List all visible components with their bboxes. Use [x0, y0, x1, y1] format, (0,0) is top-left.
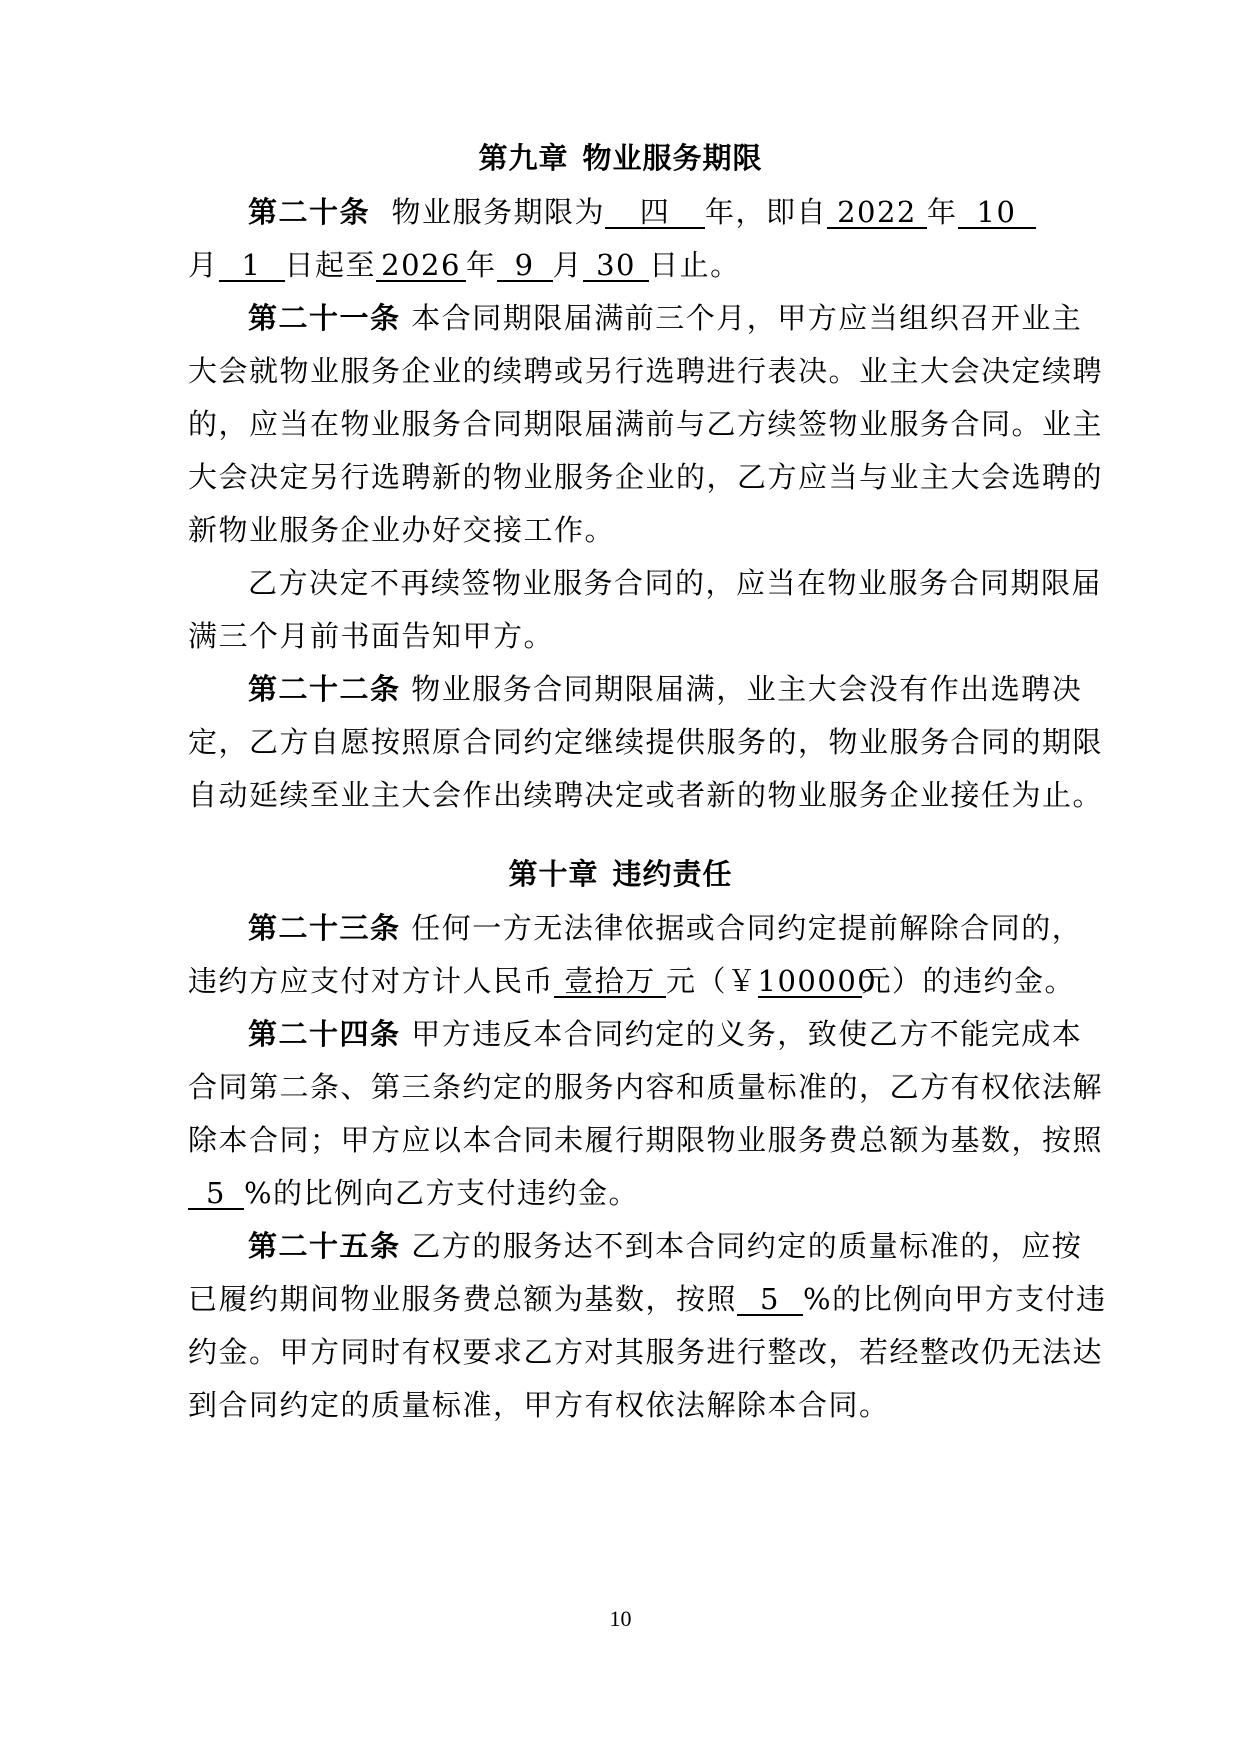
- chapter-9-subtitle: 物业服务期限: [582, 141, 763, 175]
- article-22-line-1: [248, 667, 1083, 708]
- article-21-line-2: 大会就物业服务企业的续聘或另行选聘进行表决。业主大会决定续聘: [188, 354, 1104, 388]
- article-21-text: 本合同期限届满前三个月，甲方应当组织召开业主: [411, 301, 1083, 335]
- article-20-line-1: [248, 190, 1060, 231]
- start-day-field: 1: [219, 250, 285, 282]
- article-24-line-1: [248, 1012, 1083, 1053]
- article-21-para-2-line-2: 满三个月前书面告知甲方。: [188, 619, 555, 653]
- article-20-text: 日起至: [284, 248, 377, 282]
- term-years-field: 四: [605, 197, 705, 229]
- article-23-text: 元（￥: [666, 964, 758, 998]
- article-20-label: 第二十条: [248, 195, 371, 229]
- party-a-penalty-percent-field: 5: [188, 1178, 244, 1210]
- article-23-line-1: [248, 906, 1083, 947]
- article-22-line-3: 自动延续至业主大会作出续聘决定或者新的物业服务企业接任为止。: [188, 778, 1104, 812]
- article-20-text: 物业服务期限为: [391, 195, 605, 229]
- article-23-text: 违约方应支付对方计人民币: [188, 964, 555, 998]
- article-24-line-3: 除本合同；甲方应以本合同未履行期限物业服务费总额为基数，按照: [188, 1123, 1104, 1157]
- article-24-label: 第二十四条: [248, 1017, 401, 1051]
- article-21-line-1: [248, 296, 1083, 337]
- article-23-text: 任何一方无法律依据或合同约定提前解除合同的，: [411, 911, 1083, 945]
- article-25-text: %的比例向甲方支付违: [803, 1282, 1107, 1316]
- article-21-line-3: 的，应当在物业服务合同期限届满前与乙方续签物业服务合同。业主: [188, 407, 1104, 441]
- article-23-line-2: [188, 959, 1076, 1000]
- article-20-text: 月: [188, 248, 219, 282]
- chapter-9-title: 第九章: [478, 141, 569, 175]
- article-25-line-4: 到合同约定的质量标准，甲方有权依法解除本合同。: [188, 1388, 890, 1422]
- article-22-line-2: 定，乙方自愿按照原合同约定继续提供服务的，物业服务合同的期限: [188, 725, 1104, 759]
- chapter-9-heading: [0, 136, 1241, 177]
- article-20-text: 年，即自: [704, 195, 827, 229]
- article-21-label: 第二十一条: [248, 301, 401, 335]
- article-22-text: 物业服务合同期限届满，业主大会没有作出选聘决: [411, 672, 1083, 706]
- end-year-field: 2026: [376, 250, 466, 282]
- article-20-text: 年: [926, 195, 958, 229]
- chapter-10-title: 第十章: [508, 857, 599, 891]
- article-24-line-4: [188, 1171, 1060, 1212]
- article-21-para-2-line-1: 乙方决定不再续签物业服务合同的，应当在物业服务合同期限届: [248, 566, 1103, 600]
- article-21-line-5: 新物业服务企业办好交接工作。: [188, 513, 616, 547]
- article-24-line-2: 合同第二条、第三条约定的服务内容和质量标准的，乙方有权依法解: [188, 1070, 1104, 1104]
- party-b-penalty-percent-field: 5: [737, 1284, 803, 1316]
- article-25-label: 第二十五条: [248, 1229, 401, 1263]
- article-20-text: 日止。: [649, 248, 741, 282]
- article-21-line-4: 大会决定另行选聘新的物业服务企业的，乙方应当与业主大会选聘的: [188, 460, 1104, 494]
- article-22-label: 第二十二条: [248, 672, 401, 706]
- chapter-10-subtitle: 违约责任: [612, 857, 733, 891]
- article-24-text: %的比例向乙方支付违约金。: [244, 1176, 640, 1210]
- article-25-line-3: 约金。甲方同时有权要求乙方对其服务进行整改，若经整改仍无法达: [188, 1335, 1104, 1369]
- start-month-field: 10: [958, 197, 1036, 229]
- article-23-label: 第二十三条: [248, 911, 401, 945]
- article-20-line-2: [188, 243, 1060, 284]
- start-year-field: 2022: [827, 197, 927, 229]
- article-25-line-2: [188, 1277, 1107, 1318]
- end-day-field: 30: [583, 250, 649, 282]
- article-25-line-1: [248, 1224, 1083, 1265]
- article-20-text: 年: [466, 248, 497, 282]
- article-25-text: 乙方的服务达不到本合同约定的质量标准的，应按: [411, 1229, 1083, 1263]
- penalty-amount-number-field: 100000: [757, 964, 878, 998]
- article-20-text: 月: [552, 248, 584, 282]
- article-25-text: 已履约期间物业服务费总额为基数，按照: [188, 1282, 738, 1316]
- article-23-text: 元）的违约金。: [861, 964, 1076, 998]
- article-24-text: 甲方违反本合同约定的义务，致使乙方不能完成本: [411, 1017, 1083, 1051]
- end-month-field: 9: [497, 250, 553, 282]
- chapter-10-heading: [0, 852, 1241, 893]
- page-number: 10: [609, 1606, 632, 1631]
- penalty-amount-words-field: 壹拾万: [554, 966, 666, 998]
